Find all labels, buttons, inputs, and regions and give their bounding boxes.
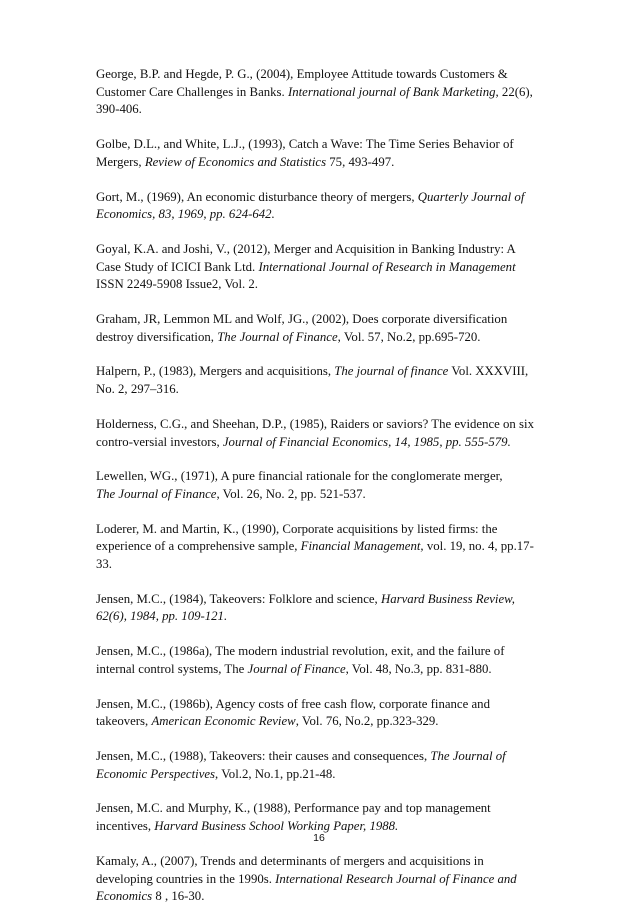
- reference-text: Gort, M., (1969), An economic disturbance theory of mergers,: [96, 189, 418, 204]
- reference-entry: [96, 591, 548, 626]
- reference-text: Golbe, D.L., and White, L.J., (1993), Catch a Wave: The Time Series Behavior of: [96, 137, 514, 152]
- reference-entry: [96, 696, 548, 731]
- reference-journal-title: The Journal of Finance: [96, 486, 217, 501]
- reference-journal-title: International journal of Bank Marketing,: [287, 84, 499, 99]
- reference-entry: [96, 521, 548, 574]
- reference-text: Jensen, M.C., (1986b), Agency costs of free cash flow, corporate finance and: [96, 696, 490, 711]
- reference-text: , Vol. 26, No. 2, pp. 521-537.: [216, 486, 366, 501]
- reference-journal-title: 62(6), 1984, pp. 109-121.: [96, 609, 228, 624]
- reference-text: Kamaly, A., (2007), Trends and determinants of mergers and acquisitions in: [96, 853, 484, 868]
- reference-journal-title: Journal of Finance: [247, 661, 346, 676]
- reference-text: Jensen, M.C. and Murphy, K., (1988), Performance pay and top management: [96, 801, 491, 816]
- reference-entry: [96, 189, 548, 224]
- reference-entry: [96, 853, 548, 906]
- reference-text: , Vol.2, No.1, pp.21-48.: [215, 766, 336, 781]
- reference-entry: [96, 748, 548, 783]
- reference-entry: [96, 800, 548, 835]
- reference-journal-title: Quarterly Journal of: [417, 189, 525, 204]
- reference-journal-title: The Journal of Finance: [217, 329, 338, 344]
- reference-text: Case Study of ICICI Bank Ltd.: [96, 259, 259, 274]
- reference-text: Goyal, K.A. and Joshi, V., (2012), Merger and Acquisition in Banking Industry: A: [96, 241, 516, 256]
- reference-text: incentives,: [96, 819, 155, 834]
- reference-entry: [96, 66, 548, 119]
- reference-entry: [96, 416, 548, 451]
- reference-entry: [96, 363, 548, 398]
- reference-text: contro-versial investors,: [96, 434, 223, 449]
- reference-journal-title: The Journal of: [430, 748, 506, 763]
- reference-text: 390-406.: [96, 102, 142, 117]
- reference-list: [96, 66, 548, 923]
- reference-text: Lewellen, WG., (1971), A pure financial rationale for the conglomerate merger,: [96, 469, 503, 484]
- reference-text: developing countries in the 1990s.: [96, 871, 276, 886]
- reference-text: , Vol. 48, No.3, pp. 831-880.: [345, 661, 492, 676]
- reference-text: Jensen, M.C., (1986a), The modern industrial revolution, exit, and the failure of: [96, 644, 505, 659]
- reference-text: ISSN 2249-5908 Issue2, Vol. 2.: [96, 277, 258, 292]
- reference-journal-title: Harvard Business School Working Paper, 1988.: [154, 819, 399, 834]
- reference-text: Vol. XXXVIII,: [448, 364, 529, 379]
- reference-journal-title: Review of Economics and Statistics: [144, 154, 327, 169]
- reference-journal-title: Journal of Financial Economics, 14, 1985, pp. 555-579.: [222, 434, 511, 449]
- reference-text: Loderer, M. and Martin, K., (1990), Corporate acquisitions by listed firms: the: [96, 521, 498, 536]
- reference-entry: [96, 241, 548, 294]
- reference-text: Mergers,: [96, 154, 145, 169]
- reference-text: , Vol. 57, No.2, pp.695-720.: [337, 329, 481, 344]
- reference-journal-title: International Journal of Research in Management: [258, 259, 516, 274]
- reference-journal-title: Economics, 83, 1969, pp. 624-642.: [96, 207, 275, 222]
- reference-text: , Vol. 76, No.2, pp.323-329.: [295, 714, 439, 729]
- reference-text: Holderness, C.G., and Sheehan, D.P., (1985), Raiders or saviors? The evidence on six: [96, 416, 534, 431]
- reference-journal-title: American Economic Review: [151, 714, 296, 729]
- reference-journal-title: The journal of finance: [334, 364, 449, 379]
- reference-text: Halpern, P., (1983), Mergers and acquisitions,: [96, 364, 335, 379]
- reference-journal-title: Economic Perspectives: [96, 766, 216, 781]
- reference-entry: [96, 468, 548, 503]
- reference-entry: [96, 643, 548, 678]
- reference-text: Graham, JR, Lemmon ML and Wolf, JG., (2002), Does corporate diversification: [96, 312, 508, 327]
- reference-journal-title: International Research Journal of Finance and: [275, 871, 517, 886]
- reference-text: takeovers,: [96, 714, 152, 729]
- reference-text: internal control systems, The: [96, 661, 248, 676]
- reference-journal-title: Economics: [96, 889, 153, 904]
- reference-text: 33.: [96, 557, 112, 572]
- reference-journal-title: Financial Management,: [300, 539, 424, 554]
- reference-text: 22(6),: [498, 84, 533, 99]
- reference-text: 8 , 16-30.: [152, 889, 205, 904]
- reference-text: Jensen, M.C., (1988), Takeovers: their causes and consequences,: [96, 748, 431, 763]
- reference-text: Customer Care Challenges in Banks.: [96, 84, 288, 99]
- reference-entry: [96, 311, 548, 346]
- reference-text: 75, 493-497.: [326, 154, 395, 169]
- reference-text: experience of a comprehensive sample,: [96, 539, 301, 554]
- reference-text: vol. 19, no. 4, pp.17-: [423, 539, 534, 554]
- reference-text: George, B.P. and Hegde, P. G., (2004), Employee Attitude towards Customers &: [96, 67, 508, 81]
- reference-text: destroy diversification,: [96, 329, 218, 344]
- reference-text: Jensen, M.C., (1984), Takeovers: Folklore and science,: [96, 591, 381, 606]
- page-number: 16: [313, 832, 325, 844]
- reference-text: No. 2, 297–316.: [96, 382, 179, 397]
- reference-entry: [96, 136, 548, 171]
- reference-journal-title: Harvard Business Review,: [380, 591, 515, 606]
